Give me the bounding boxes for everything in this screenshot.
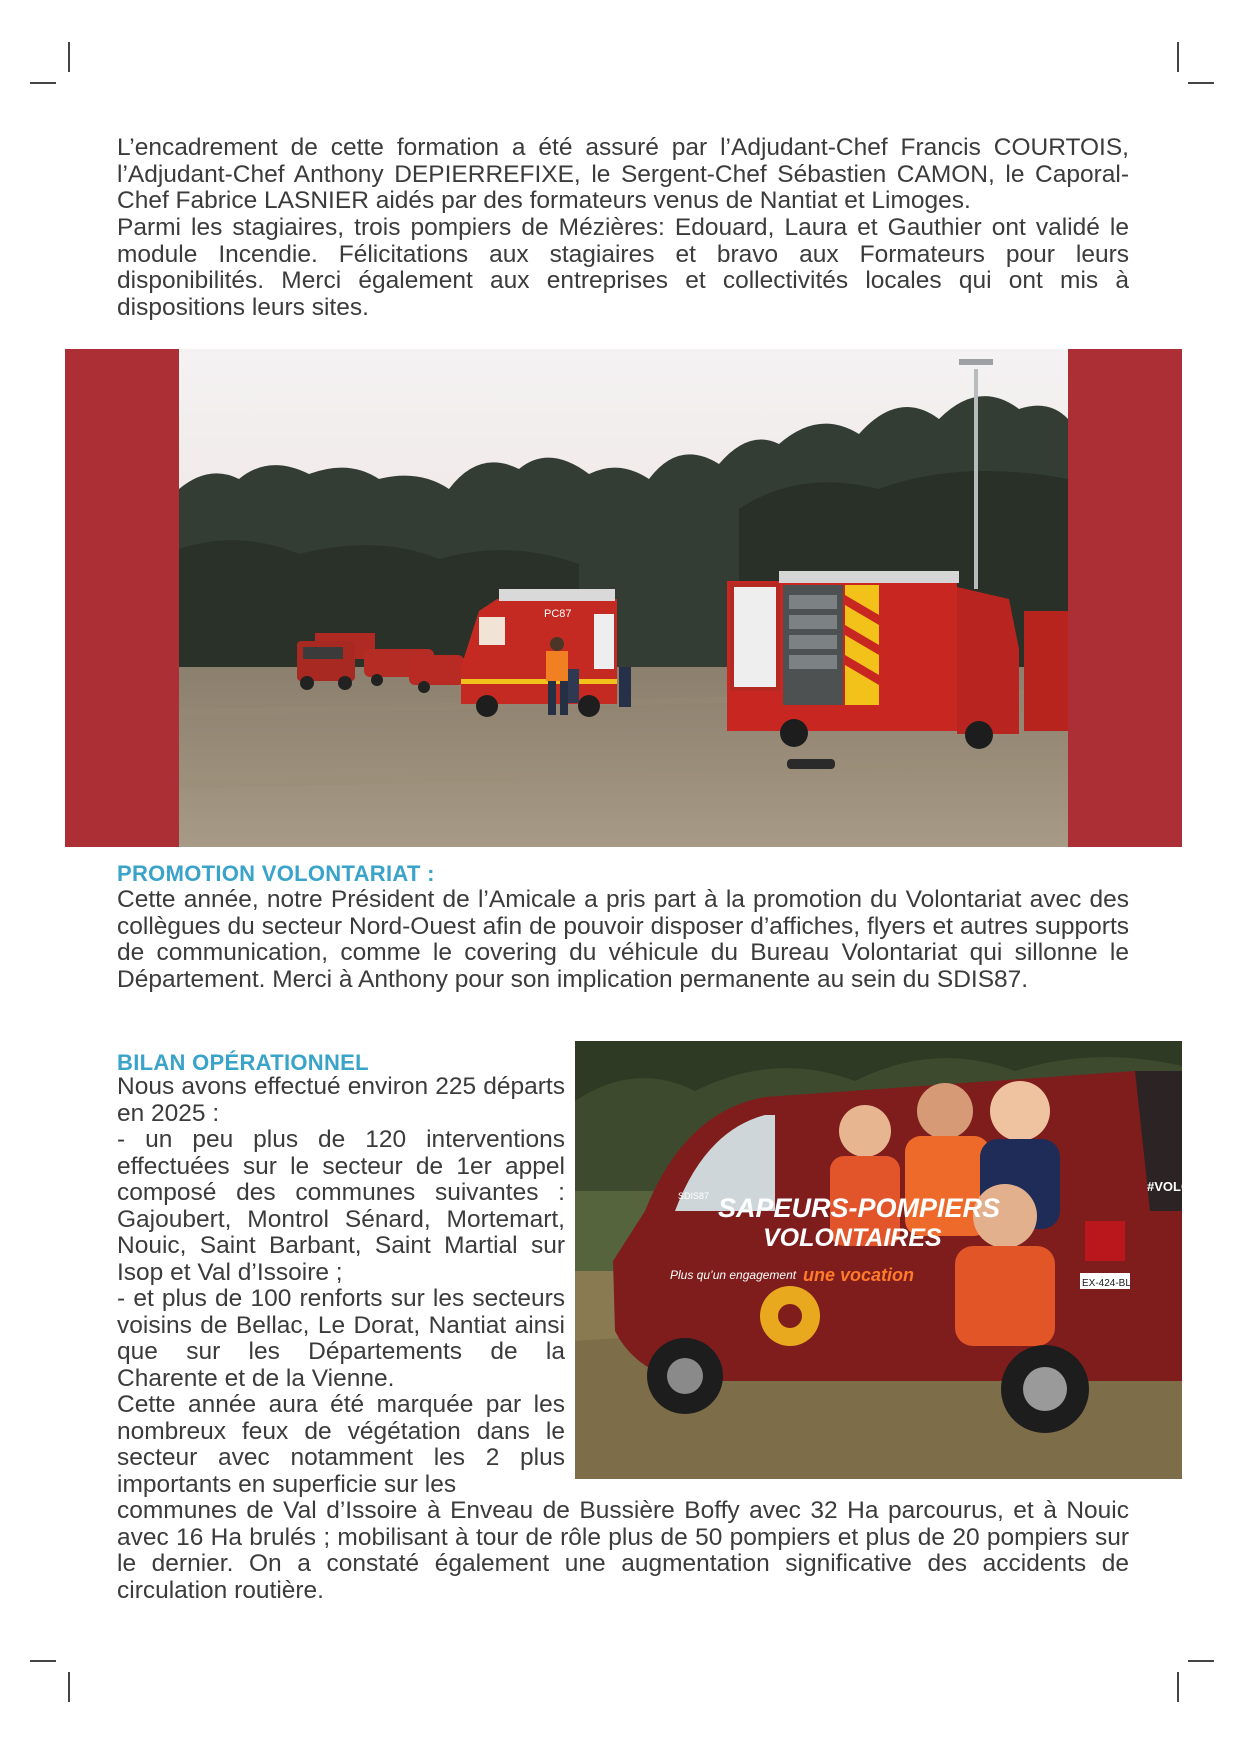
bilan-intro-line: Nous avons effectué environ 225 départs en 2025 : (117, 1073, 565, 1127)
van-slogan-start: Plus qu’un engagement (670, 1268, 797, 1282)
crop-mark-bottom-left-horizontal (30, 1660, 56, 1662)
crop-mark-top-right-vertical (1177, 42, 1179, 72)
intro-paragraph-trainees: Parmi les stagiaires, trois pompiers de Mézières: Edouard, Laura et Gauthier ont validé le module Incendie. Félicitations aux stagiaires et bravo aux Formateurs pour leurs disponibilités. Merci également aux entreprises et collectivités locales qui ont mis à dispositions leurs sites. (117, 214, 1129, 321)
van-logo-text: SDIS87 (678, 1191, 710, 1201)
bilan-heading: BILAN OPÉRATIONNEL (117, 1050, 369, 1075)
training-vehicles-illustration (179, 349, 1068, 847)
crop-mark-top-right-horizontal (1188, 82, 1214, 84)
bilan-item-interventions: - un peu plus de 120 interventions effectuées sur le secteur de 1er appel composé des communes suivantes : Gajoubert, Montrol Sénard, Mortemart, Nouic, Saint Barbant, Saint Martial sur Isop et Val d’Issoire ; (117, 1126, 565, 1286)
volunteer-van-photo (575, 1041, 1209, 1479)
photo-frame-band-left (65, 349, 179, 847)
bilan-closing-end: communes de Val d’Issoire à Enveau de Bussière Boffy avec 32 Ha parcourus, et à Nouic avec 16 Ha brulés ; mobilisant à tour de rôle plus de 50 pompiers et plus de 20 pompiers sur le dernier. On a constaté également une augmentation significative des accidents de circulation routière. (117, 1497, 1129, 1604)
bilan-closing-start: Cette année aura été marquée par les nombreux feux de végétation dans le secteur avec notamment les 2 plus importants en superficie sur les (117, 1391, 565, 1498)
crop-mark-top-left-horizontal (30, 82, 56, 84)
promotion-heading: PROMOTION VOLONTARIAT : (117, 861, 435, 886)
van-title-line2: VOLONTAIRES (763, 1224, 942, 1252)
volunteer-van-illustration (575, 1041, 1209, 1479)
photo-frame-band-right (1068, 349, 1182, 847)
crop-mark-bottom-left-vertical (68, 1672, 70, 1702)
van-title-line1: SAPEURS-POMPIERS (718, 1193, 1001, 1223)
crop-mark-top-left-vertical (68, 42, 70, 72)
bilan-text-column (117, 1074, 565, 1498)
bilan-item-renforts: - et plus de 100 renforts sur les secteurs voisins de Bellac, Le Dorat, Nantiat ainsi que sur les Départements de la Charente et de la Vienne. (117, 1285, 565, 1392)
van-hashtag: #VOLONT (1147, 1179, 1209, 1194)
van-slogan-end: une vocation (803, 1265, 915, 1285)
promotion-paragraph: Cette année, notre Président de l’Amicale a pris part à la promotion du Volontariat avec des collègues du secteur Nord-Ouest afin de pouvoir disposer d’affiches, flyers et autres supports de communication, comme le covering du véhicule du Bureau Volontariat qui sillonne le Département. Merci à Anthony pour son implication permanente au sein du SDIS87. (117, 886, 1129, 993)
van-license-plate: EX-424-BL (1082, 1278, 1131, 1289)
vehicle-marking-text: PC87 (544, 608, 572, 620)
crop-mark-bottom-right-horizontal (1188, 1660, 1214, 1662)
crop-mark-bottom-right-vertical (1177, 1672, 1179, 1702)
intro-paragraph-trainers: L’encadrement de cette formation a été assuré par l’Adjudant-Chef Francis COURTOIS, l’Adjudant-Chef Anthony DEPIERREFIXE, le Sergent-Chef Sébastien CAMON, le Caporal-Chef Fabrice LASNIER aidés par des formateurs venus de Nantiat et Limoges. (117, 134, 1129, 214)
training-vehicles-photo (65, 349, 1182, 847)
